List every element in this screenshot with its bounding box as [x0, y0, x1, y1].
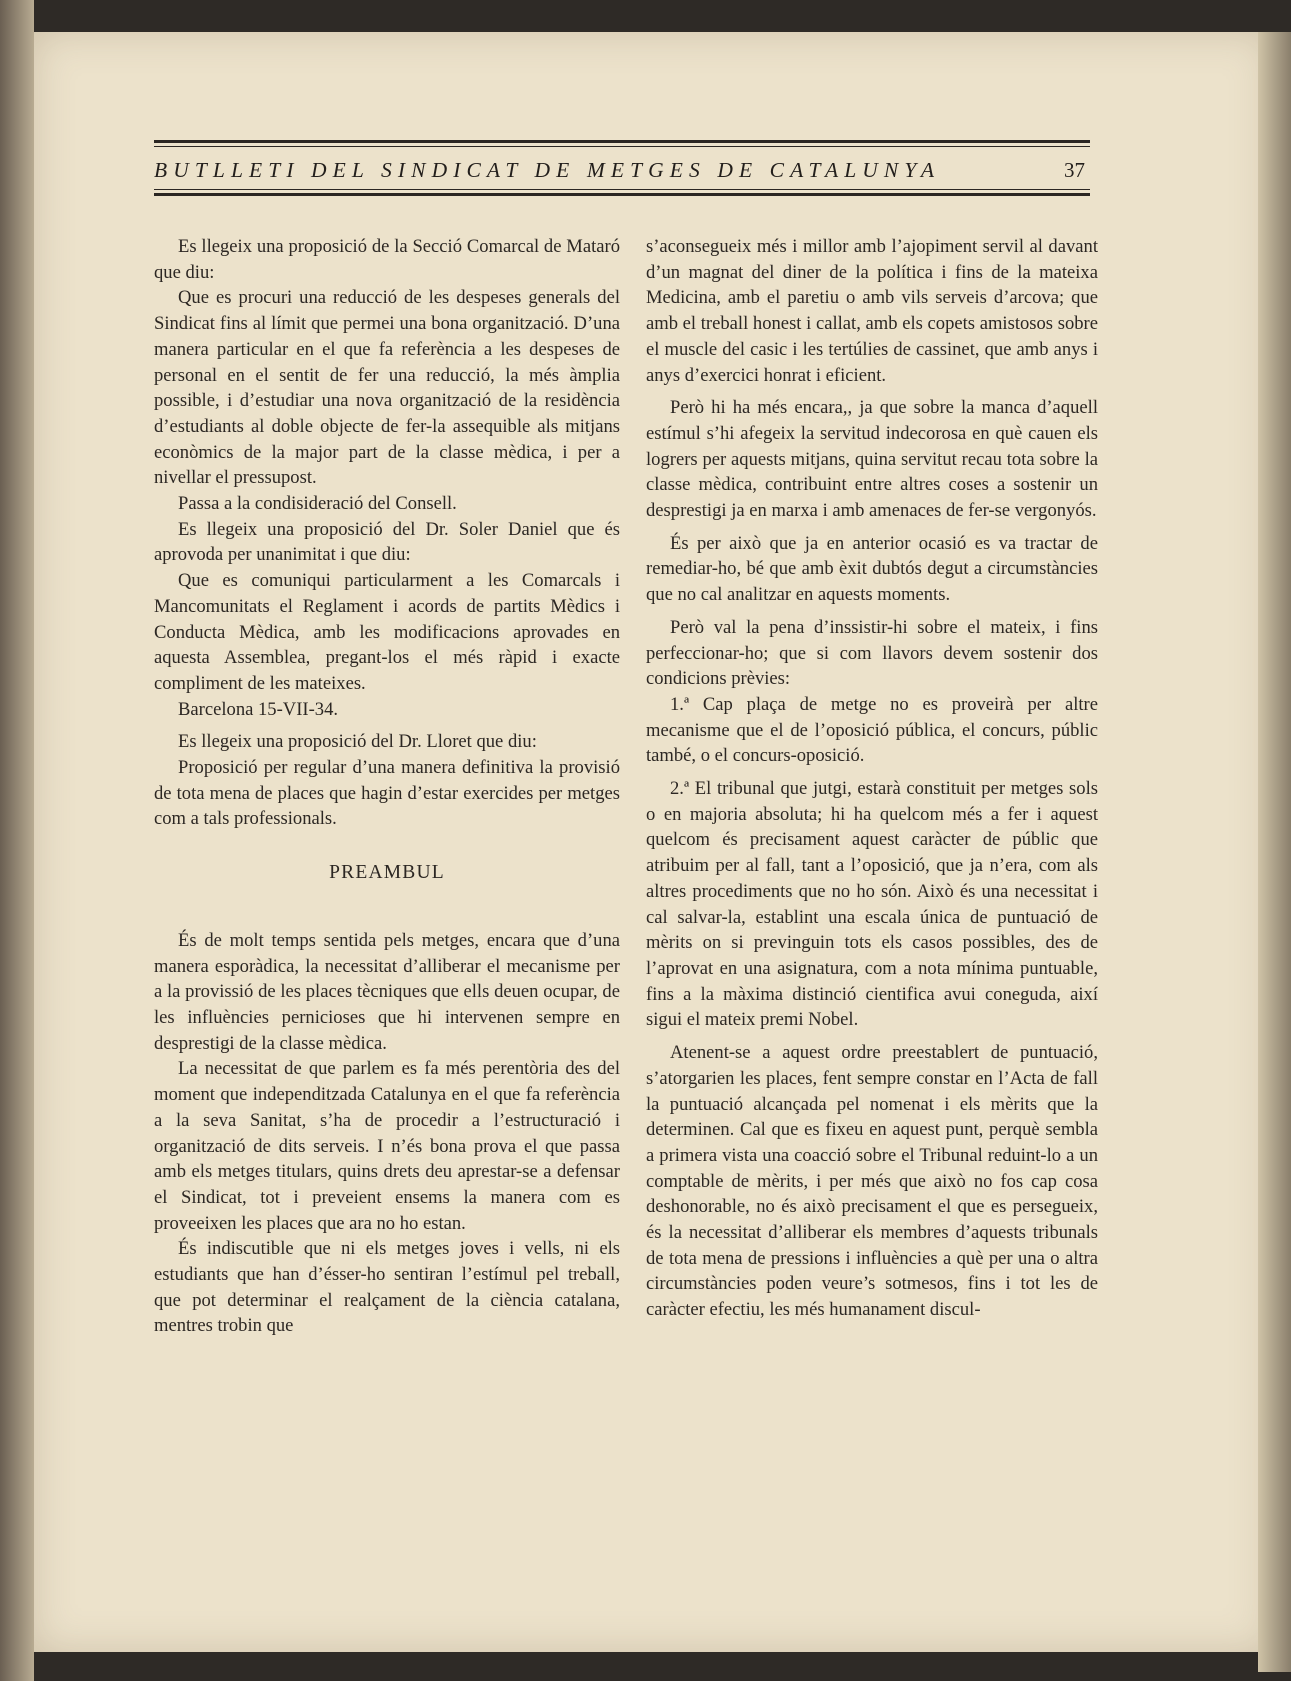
- numbered-condition: 1.ª Cap plaça de metge no es proveirà per altre mecanisme que el de l’oposició pública, el concurs, públic també, o el concurs-oposició.: [646, 693, 1098, 767]
- header-rule-top-thin: [154, 146, 1090, 147]
- paragraph: Però val la pena d’inssistir-hi sobre el mateix, i fins perfeccionar-ho; que si com llavors devem sostenir dos condicions prèvies:: [646, 616, 1098, 690]
- header-rule-bottom-thin: [154, 189, 1090, 190]
- left-column: [154, 234, 620, 1339]
- paragraph: Es llegeix una proposició de la Secció Comarcal de Mataró que diu:: [154, 236, 620, 283]
- page-edge: [1258, 32, 1291, 1672]
- dateline: Barcelona 15-VII-34.: [178, 698, 339, 720]
- paragraph: Es llegeix una proposició del Dr. Lloret que diu:: [178, 731, 537, 753]
- paragraph: Es llegeix una proposició del Dr. Soler Daniel que és aprovoda per unanimitat i que diu:: [154, 518, 620, 566]
- page-number: 37: [1064, 158, 1085, 182]
- paragraph: Proposició per regular d’una manera definitiva la provisió de tota mena de places que hagin d’estar exercides per metges com a tals professionals.: [154, 757, 620, 830]
- section-heading: PREAMBUL: [329, 862, 445, 884]
- paragraph: Que es comuniqui particularment a les Comarcals i Mancomunitats el Reglament i acords de partits Mèdics i Conducta Mèdica, amb les modificacions aprovades en aquesta Assemblea, pregant-los el més ràpid i exacte compliment de les mateixes.: [154, 570, 620, 694]
- numbered-condition: 2.ª El tribunal que jutgi, estarà constituit per metges sols o en majoria absoluta; hi ha quelcom més a fer i aquest quelcom és precisament aquest caràcter de públic que atribuim per al fall, tant a l’oposició, que ja n’era, com als altres procediments que no ho són. Això és una necessitat i cal salvar-la, establint una escala única de puntuació de mèrits on si previnguin tots els casos possibles, des de l’aprovat en una asignatura, com a nota mínima puntuable, fins a la màxima distinció cientifica avui coneguda, així sigui el mateix premi Nobel.: [646, 778, 1098, 1031]
- paragraph: És de molt temps sentida pels metges, encara que d’una manera esporàdica, la necessitat d’alliberar el mecanisme per a la provissió de les places tècniques que ells deuen ocupar, de les influències pernicioses que hi intervenen sempre en desprestigi de la classe mèdica.: [154, 929, 620, 1054]
- paragraph: És indiscutible que ni els metges joves i vells, ni els estudiants que han d’ésser-ho sentiran l’estímul pel treball, que pot determinar el realçament de la ciència catalana, mentres trobin que: [154, 1238, 620, 1337]
- paragraph: Passa a la condisideració del Consell.: [178, 493, 457, 515]
- paragraph: Però hi ha més encara,, ja que sobre la manca d’aquell estímul s’hi afegeix la servitud indecorosa en què cauen els logrers per aquests mitjans, quina servitut recau tota sobre la classe mèdica, contribuint entre altres coses a sostenir un desprestigi ja en marxa i amb amenaces de fer-se vergonyós.: [646, 397, 1098, 522]
- header-rule-top-thick: [154, 140, 1090, 143]
- right-column: [646, 234, 1098, 1323]
- paragraph: És per això que ja en anterior ocasió es va tractar de remediar-ho, bé que amb èxit dubtós degut a circumstàncies que no cal analitzar en aquests moments.: [646, 532, 1098, 606]
- paragraph: La necessitat de que parlem es fa més perentòria des del moment que independitzada Catalunya en el que fa referència a la seva Sanitat, s’ha de procedir a l’estructuració i organització de dits serveis. I n’és bona prova el que passa amb els metges titulars, quins drets deu aprestar-se a defensar el Sindicat, tot i preveient ensems la manera com es proveeixen les places que ara no ho estan.: [154, 1058, 620, 1234]
- running-title: BUTLLETI DEL SINDICAT DE METGES DE CATALUNYA: [154, 158, 941, 182]
- paragraph: Que es procuri una reducció de les despeses generals del Sindicat fins al límit que permei una bona organització. D’una manera particular en el que fa referència a les despeses de personal en el sentit de fer una reducció, la més àmplia possible, i d’estudiar una nova organització de la residència d’estudiants al doble objecte de fer-la assequible als mitjans econòmics de la major part de la classe mèdica, i per a nivellar el pressupost.: [154, 287, 620, 489]
- header-rule-bottom-thick: [154, 193, 1090, 196]
- paragraph: Atenent-se a aquest ordre preestablert de puntuació, s’atorgarien les places, fent sempre constar en l’Acta de fall la puntuació alcançada pel nomenat i els mèrits que la determinen. Cal que es fixeu en aquest punt, perquè sembla a primera vista una coacció sobre el Tribunal reduint-lo a un comptable de mèrits, i per més que això no fos cap cosa deshonorable, no és això precisament el que es persegueix, és la necessitat d’alliberar els membres d’aquests tribunals de tota mena de pressions i influències a què per una o altra circumstàncies poden veure’s sotmesos, fins i tot les de caràcter efectiu, les més humanament discul-: [646, 1042, 1098, 1321]
- paragraph: s’aconsegueix més i millor amb l’ajopiment servil al davant d’un magnat del diner de la política i fins de la mateixa Medicina, amb el paretiu o amb vils serveis d’arcova; que amb el treball honest i callat, amb els copets amistosos sobre el muscle del casic i les tertúlies de cassinet, que amb anys i anys d’exercici honrat i eficient.: [646, 236, 1098, 386]
- book-gutter: [0, 0, 34, 1681]
